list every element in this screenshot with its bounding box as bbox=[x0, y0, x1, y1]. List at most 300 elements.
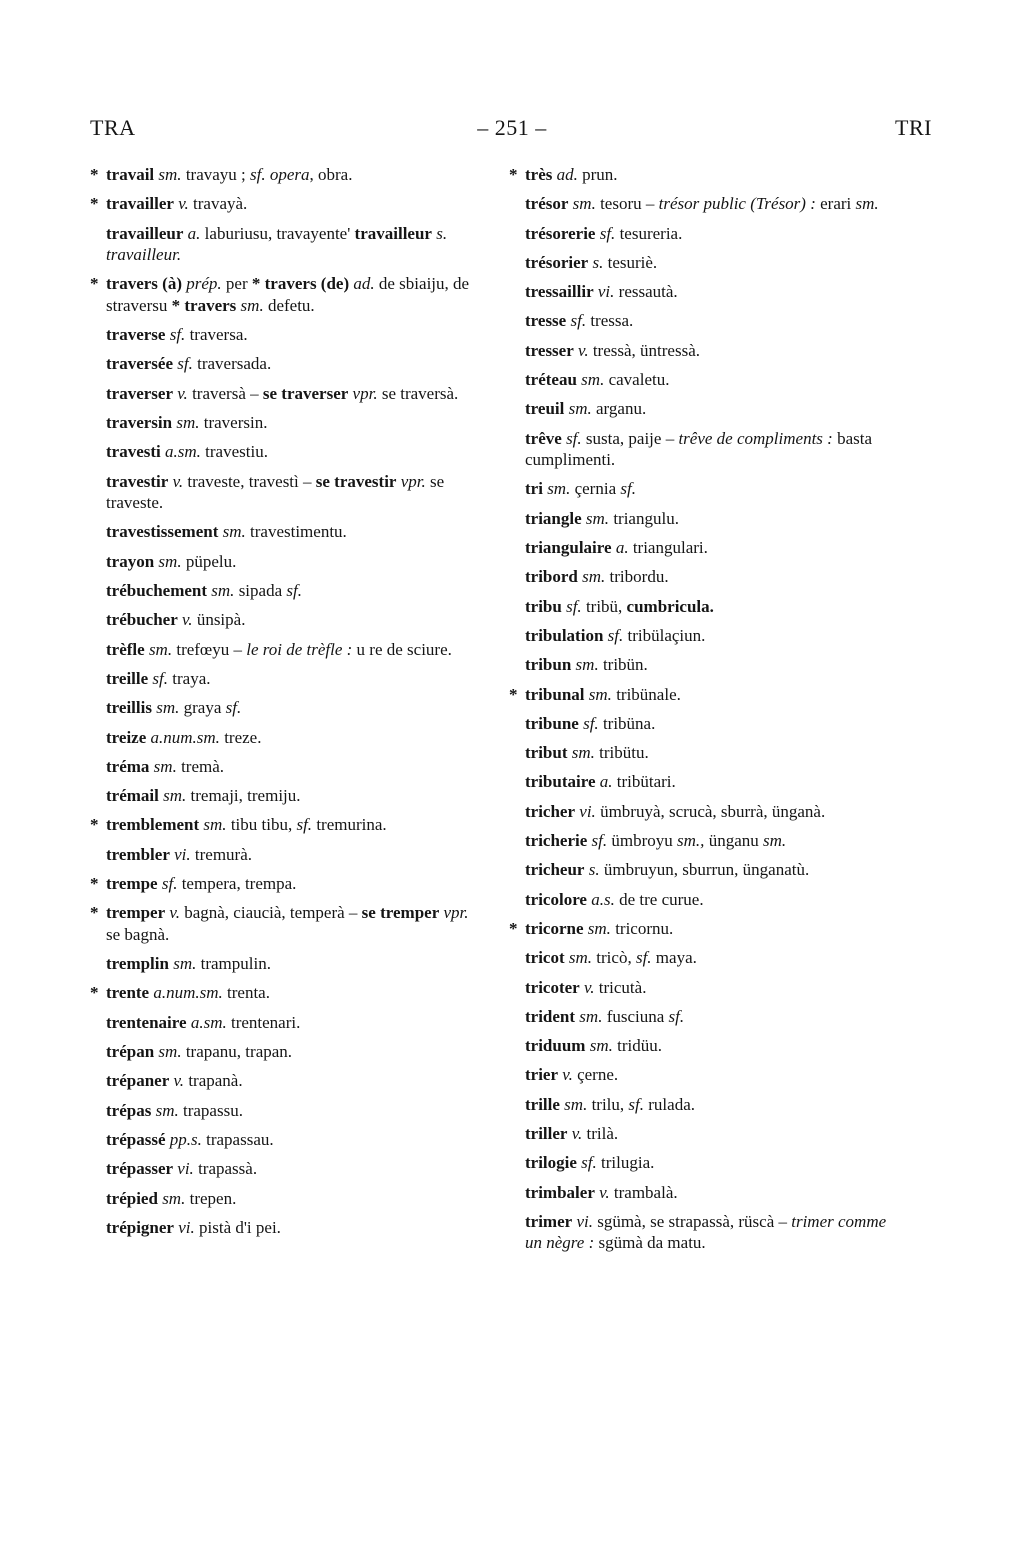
dictionary-entry bbox=[88, 164, 486, 186]
grammar-label: sf. bbox=[286, 581, 302, 601]
definition-text: çerne. bbox=[572, 1065, 619, 1085]
dictionary-entry bbox=[507, 1211, 905, 1254]
dictionary-entry bbox=[507, 398, 905, 420]
grammar-label: sf. opera bbox=[250, 165, 310, 184]
dictionary-entry bbox=[88, 902, 486, 945]
grammar-label: sm. bbox=[568, 948, 593, 968]
grammar-label: a.num.sm. bbox=[153, 983, 223, 1003]
dictionary-entry bbox=[507, 1035, 905, 1057]
grammar-label: ad. bbox=[353, 274, 375, 294]
grammar-label: sf. bbox=[169, 325, 186, 345]
grammar-label: sm. bbox=[581, 370, 605, 390]
headword: trèfle bbox=[106, 639, 145, 659]
grammar-label: trimer comme un nègre : bbox=[525, 1211, 887, 1253]
dictionary-entry bbox=[507, 223, 905, 245]
dictionary-entry bbox=[507, 1094, 905, 1116]
definition-text: tridüu. bbox=[612, 1036, 662, 1056]
entry-marker-asterisk: * bbox=[90, 983, 99, 1003]
headword: trente bbox=[106, 983, 150, 1003]
definition-text: tremà. bbox=[176, 756, 225, 776]
definition-text: traveste, travestì – bbox=[183, 471, 316, 491]
definition-text: tribütu. bbox=[594, 743, 649, 763]
headword: tribune bbox=[525, 713, 579, 733]
grammar-label: sm. bbox=[203, 815, 227, 835]
grammar-label: a. bbox=[615, 538, 629, 558]
dictionary-column-right bbox=[507, 164, 905, 1262]
dictionary-entry bbox=[88, 324, 486, 346]
definition-text: tressà, üntressà. bbox=[588, 340, 700, 360]
grammar-label: a.sm. bbox=[190, 1012, 227, 1032]
headword: treillis bbox=[106, 698, 152, 718]
definition-text: tempera, trempa. bbox=[177, 874, 297, 894]
headword: travestissement bbox=[106, 522, 219, 542]
dictionary-entry bbox=[507, 947, 905, 969]
headword: travailleur bbox=[354, 223, 432, 243]
grammar-label: ad. bbox=[556, 165, 578, 184]
definition-text: traya. bbox=[168, 668, 211, 688]
definition-text: se traveste. bbox=[106, 471, 445, 513]
grammar-label: s. bbox=[592, 252, 604, 272]
headword: trilogie bbox=[525, 1153, 577, 1173]
dictionary-entry bbox=[507, 977, 905, 999]
grammar-label: vpr. bbox=[400, 471, 426, 491]
grammar-label: trêve de compliments : bbox=[678, 428, 833, 448]
grammar-label: vpr. bbox=[443, 903, 469, 923]
grammar-label: sf. bbox=[152, 668, 169, 688]
definition-text: trentenari. bbox=[226, 1012, 301, 1032]
definition-text: trilugia. bbox=[596, 1153, 655, 1173]
grammar-label: le roi de trèfle : bbox=[246, 639, 353, 659]
dictionary-entry bbox=[88, 668, 486, 690]
grammar-label: vi. bbox=[576, 1211, 593, 1231]
headword: treuil bbox=[525, 399, 565, 419]
entry-marker-asterisk: * bbox=[509, 165, 518, 184]
grammar-label: sm. bbox=[575, 655, 599, 675]
definition-text: travayà. bbox=[188, 194, 248, 214]
grammar-label: a. bbox=[599, 772, 613, 792]
definition-text: per bbox=[221, 274, 252, 294]
dictionary-entry bbox=[507, 625, 905, 647]
definition-text: maya. bbox=[651, 948, 697, 968]
headword: tribord bbox=[525, 567, 578, 587]
definition-text: sgümà, se strapassà, rüscà – bbox=[592, 1211, 792, 1231]
definition-text: tribüna. bbox=[598, 713, 656, 733]
definition-text: trilu, bbox=[587, 1094, 629, 1114]
headword: trentenaire bbox=[106, 1012, 187, 1032]
dictionary-entry bbox=[507, 859, 905, 881]
definition-text: trilà. bbox=[582, 1124, 619, 1143]
definition-text: travestimentu. bbox=[245, 522, 347, 542]
grammar-label: sf. bbox=[161, 874, 178, 894]
dictionary-entry bbox=[88, 844, 486, 866]
headword: travestir bbox=[106, 471, 169, 491]
grammar-label: s. bbox=[588, 860, 600, 880]
definition-text: defetu. bbox=[263, 295, 315, 315]
definition-text: trapassu. bbox=[178, 1100, 243, 1120]
grammar-label: s. travailleur. bbox=[106, 223, 448, 265]
definition-text: tremaji, tremiju. bbox=[186, 786, 301, 806]
grammar-label: sm. bbox=[211, 581, 235, 601]
definition-text: laburiusu, travayente' bbox=[200, 223, 355, 243]
headword: se traverser bbox=[262, 383, 349, 403]
dictionary-entry bbox=[88, 1217, 486, 1239]
headword: traverser bbox=[106, 383, 174, 403]
page-number: – 251 – bbox=[477, 115, 547, 140]
dictionary-entry bbox=[88, 412, 486, 434]
dictionary-entry bbox=[507, 369, 905, 391]
definition-text: tribütari. bbox=[612, 772, 676, 792]
headword: traversin bbox=[106, 413, 173, 433]
definition-text: tricornu. bbox=[610, 918, 674, 938]
dictionary-entry bbox=[88, 273, 486, 316]
grammar-label: prép. bbox=[186, 274, 222, 294]
headword: tréma bbox=[106, 756, 150, 776]
headword: tresser bbox=[525, 340, 574, 360]
dictionary-entry bbox=[507, 742, 905, 764]
definition-text: ünganu bbox=[704, 831, 763, 851]
definition-text: prun. bbox=[577, 165, 618, 184]
definition-text: rulada. bbox=[644, 1094, 695, 1114]
dictionary-column-left bbox=[88, 164, 486, 1246]
headword: trayon bbox=[106, 551, 155, 571]
grammar-label: v. bbox=[182, 610, 193, 630]
headword: tricheur bbox=[525, 860, 585, 880]
definition-text: travayu ; bbox=[181, 165, 251, 184]
headword: tremblement bbox=[106, 815, 200, 835]
grammar-label: v. bbox=[599, 1182, 610, 1202]
headword: tricoter bbox=[525, 977, 580, 997]
grammar-label: sm. bbox=[222, 522, 246, 542]
grammar-label: a.num.sm. bbox=[150, 727, 220, 747]
grammar-label: sf. bbox=[296, 815, 313, 835]
dictionary-entry bbox=[88, 785, 486, 807]
dictionary-entry bbox=[88, 1012, 486, 1034]
dictionary-entry bbox=[507, 1006, 905, 1028]
headword: tri bbox=[525, 479, 543, 499]
grammar-label: sm. bbox=[156, 698, 180, 718]
definition-text: , obra. bbox=[309, 165, 353, 184]
dictionary-entry bbox=[507, 193, 905, 215]
definition-text: fusciuna bbox=[602, 1006, 669, 1026]
dictionary-entry bbox=[88, 639, 486, 661]
headword: trembler bbox=[106, 844, 170, 864]
dictionary-entry bbox=[88, 982, 486, 1004]
entry-marker-asterisk: * bbox=[90, 815, 99, 835]
definition-text: tricò, bbox=[592, 948, 636, 968]
headword: trident bbox=[525, 1006, 576, 1026]
headword: travailleur bbox=[106, 223, 184, 243]
headword: trimbaler bbox=[525, 1182, 595, 1202]
headword: se tremper bbox=[361, 903, 440, 923]
dictionary-entry bbox=[507, 1182, 905, 1204]
grammar-label: v. bbox=[583, 977, 595, 997]
definition-text: triangulari. bbox=[628, 538, 708, 558]
definition-text: traversà – bbox=[187, 383, 263, 403]
dictionary-entry bbox=[507, 566, 905, 588]
dictionary-entry bbox=[88, 953, 486, 975]
grammar-label: sf. bbox=[570, 311, 587, 331]
grammar-label: a. bbox=[187, 223, 201, 243]
headword: triduum bbox=[525, 1036, 586, 1056]
entry-marker-asterisk: * bbox=[90, 874, 99, 894]
grammar-label: v. bbox=[173, 1071, 185, 1091]
definition-text: ressautà. bbox=[614, 282, 678, 302]
headword: très bbox=[525, 165, 553, 184]
definition-text: de sbiaiju, de straversu bbox=[106, 274, 470, 315]
headword: trêve bbox=[525, 428, 562, 448]
grammar-label: trésor public (Trésor) : bbox=[658, 194, 816, 214]
dictionary-entry bbox=[507, 654, 905, 676]
headword: trésorier bbox=[525, 252, 589, 272]
definition-text: tribü, bbox=[581, 596, 627, 616]
grammar-label: sm. bbox=[158, 165, 182, 184]
headword: trépas bbox=[106, 1100, 152, 1120]
grammar-label: sf. bbox=[581, 1153, 597, 1173]
dictionary-entry bbox=[88, 383, 486, 405]
definition-text: ümbruyun, sburrun, ünganatù. bbox=[599, 860, 810, 880]
dictionary-entry bbox=[507, 1064, 905, 1086]
definition-text: trenta. bbox=[222, 983, 270, 1003]
dictionary-entry bbox=[88, 1100, 486, 1122]
grammar-label: sm. bbox=[572, 194, 596, 214]
definition-text: u re de sciure. bbox=[352, 639, 452, 659]
definition-text: trapassà. bbox=[193, 1159, 258, 1179]
definition-text: trefœyu – bbox=[172, 639, 247, 659]
headword: triller bbox=[525, 1124, 568, 1143]
dictionary-entry bbox=[507, 340, 905, 362]
definition-text: ümbroyu bbox=[607, 831, 678, 851]
headword: trésorerie bbox=[525, 223, 596, 243]
grammar-label: pp.s. bbox=[169, 1129, 202, 1149]
definition-text: cavaletu. bbox=[604, 370, 670, 390]
dictionary-entry bbox=[88, 580, 486, 602]
dictionary-entry bbox=[507, 918, 905, 940]
headword: triangle bbox=[525, 508, 582, 528]
dictionary-entry bbox=[507, 830, 905, 852]
grammar-label: vi. bbox=[174, 844, 191, 864]
grammar-label: v. bbox=[172, 471, 184, 491]
grammar-label: sm. bbox=[585, 508, 610, 528]
grammar-label: sm. bbox=[568, 399, 592, 419]
headword: * travers (de) bbox=[251, 274, 350, 294]
grammar-label: a.sm. bbox=[165, 442, 201, 462]
entry-marker-asterisk: * bbox=[90, 903, 99, 923]
dictionary-entry bbox=[88, 193, 486, 215]
dictionary-entry bbox=[88, 353, 486, 375]
headword: tribun bbox=[525, 655, 572, 675]
headword: trille bbox=[525, 1094, 560, 1114]
dictionary-entry bbox=[507, 1123, 905, 1145]
headword: tricher bbox=[525, 801, 576, 821]
grammar-label: sf. bbox=[599, 223, 616, 243]
grammar-label: sm., bbox=[677, 831, 705, 851]
grammar-label: sm. bbox=[158, 551, 182, 571]
definition-text: tribün. bbox=[598, 655, 648, 675]
definition-text: graya bbox=[179, 698, 226, 718]
grammar-label: vpr. bbox=[352, 383, 378, 403]
grammar-label: sf. bbox=[628, 1094, 645, 1114]
definition-text: arganu. bbox=[591, 399, 647, 419]
definition-text: çernia bbox=[570, 479, 621, 499]
grammar-label: v. bbox=[562, 1065, 573, 1085]
definition-text: sipada bbox=[234, 581, 287, 601]
headword: tremper bbox=[106, 903, 166, 923]
headword: trépasser bbox=[106, 1159, 174, 1179]
dictionary-entry bbox=[507, 508, 905, 530]
definition-text: trambalà. bbox=[609, 1182, 678, 1202]
headword: travers (à) bbox=[106, 274, 182, 294]
dictionary-entry bbox=[507, 684, 905, 706]
dictionary-entry bbox=[88, 1129, 486, 1151]
headword: tricot bbox=[525, 948, 565, 968]
dictionary-entry bbox=[88, 697, 486, 719]
definition-text: tesuriè. bbox=[603, 252, 658, 272]
grammar-label: sm. bbox=[589, 1036, 613, 1056]
grammar-label: v. bbox=[578, 340, 589, 360]
dictionary-entry bbox=[88, 441, 486, 463]
dictionary-entry bbox=[88, 1041, 486, 1063]
headword: * travers bbox=[171, 295, 237, 315]
definition-text: tribülaçiun. bbox=[623, 625, 706, 645]
definition-text: tremurà. bbox=[190, 844, 253, 864]
headword: trépan bbox=[106, 1042, 155, 1062]
definition-text: triangulu. bbox=[609, 508, 679, 528]
dictionary-entry bbox=[507, 164, 905, 186]
grammar-label: v. bbox=[177, 383, 188, 403]
definition-text: traversa. bbox=[185, 325, 248, 345]
grammar-label: sm. bbox=[571, 743, 595, 763]
definition-text: trapanu, trapan. bbox=[181, 1042, 293, 1062]
dictionary-entry bbox=[88, 814, 486, 836]
definition-text: püpelu. bbox=[181, 551, 237, 571]
definition-text: travestiu. bbox=[200, 442, 268, 462]
headword: tribunal bbox=[525, 684, 585, 704]
definition-text: sgümà da matu. bbox=[594, 1233, 706, 1253]
definition-text: pistà d'i pei. bbox=[194, 1217, 281, 1237]
grammar-label: sm. bbox=[588, 684, 612, 704]
entry-marker-asterisk: * bbox=[509, 684, 518, 704]
definition-text: basta cumplimenti. bbox=[525, 428, 873, 470]
definition-text: bagnà, ciaucià, temperà – bbox=[179, 903, 362, 923]
dictionary-entry bbox=[88, 471, 486, 514]
headword: tricorne bbox=[525, 918, 584, 938]
headword: cumbricula. bbox=[626, 596, 714, 616]
headword: tricolore bbox=[525, 889, 587, 909]
entry-marker-asterisk: * bbox=[90, 274, 99, 294]
headword: trempe bbox=[106, 874, 158, 894]
definition-text: susta, paije – bbox=[581, 428, 679, 448]
grammar-label: v. bbox=[571, 1124, 583, 1143]
grammar-label: sf. bbox=[668, 1006, 685, 1026]
grammar-label: vi. bbox=[177, 1159, 194, 1179]
headword: trépigner bbox=[106, 1217, 174, 1237]
headword: trépied bbox=[106, 1188, 158, 1208]
dictionary-entry bbox=[88, 551, 486, 573]
grammar-label: a.s. bbox=[591, 889, 615, 909]
headword: treille bbox=[106, 668, 149, 688]
dictionary-entry bbox=[88, 727, 486, 749]
definition-text: trapassau. bbox=[201, 1129, 274, 1149]
headword: trépassé bbox=[106, 1129, 166, 1149]
definition-text: treze. bbox=[219, 727, 262, 747]
headword: treize bbox=[106, 727, 147, 747]
definition-text: se bagnà. bbox=[106, 924, 170, 944]
dictionary-entry bbox=[507, 428, 905, 471]
headword: trépaner bbox=[106, 1071, 170, 1091]
headword: tribulation bbox=[525, 625, 604, 645]
grammar-label: sm. bbox=[855, 194, 879, 214]
dictionary-entry bbox=[88, 873, 486, 895]
grammar-label: sm. bbox=[176, 413, 200, 433]
headword: travailler bbox=[106, 194, 174, 214]
definition-text: erari bbox=[815, 194, 856, 214]
dictionary-entry bbox=[507, 281, 905, 303]
headword: triangulaire bbox=[525, 538, 612, 558]
dictionary-entry bbox=[507, 596, 905, 618]
dictionary-entry bbox=[507, 771, 905, 793]
headword: trébuchement bbox=[106, 581, 208, 601]
headword: travail bbox=[106, 165, 155, 184]
grammar-label: sf. bbox=[566, 596, 582, 616]
headword: trésor bbox=[525, 194, 569, 214]
headword: trimer bbox=[525, 1211, 573, 1231]
dictionary-entry bbox=[88, 609, 486, 631]
headword: travesti bbox=[106, 442, 161, 462]
headword: tremplin bbox=[106, 954, 169, 974]
headword: trébucher bbox=[106, 610, 178, 630]
definition-text: tremurina. bbox=[312, 815, 387, 835]
grammar-label: vi. bbox=[178, 1217, 195, 1237]
grammar-label: sm. bbox=[240, 295, 264, 315]
dictionary-entry bbox=[507, 252, 905, 274]
entry-marker-asterisk: * bbox=[509, 918, 518, 938]
dictionary-entry bbox=[507, 889, 905, 911]
dictionary-entry bbox=[507, 310, 905, 332]
grammar-label: sm. bbox=[163, 786, 187, 806]
headword: tribut bbox=[525, 743, 568, 763]
grammar-label: sm. bbox=[158, 1042, 182, 1062]
headword: trier bbox=[525, 1065, 559, 1085]
definition-text: se traversà. bbox=[377, 383, 459, 403]
grammar-label: sf. bbox=[583, 713, 599, 733]
dictionary-entry bbox=[88, 1188, 486, 1210]
headword: traversée bbox=[106, 354, 174, 374]
definition-text: ünsipà. bbox=[192, 610, 246, 630]
definition-text: traversin. bbox=[199, 413, 268, 433]
grammar-label: sm. bbox=[547, 479, 571, 499]
definition-text: trapanà. bbox=[184, 1071, 243, 1091]
grammar-label: sf. bbox=[566, 428, 582, 448]
entry-marker-asterisk: * bbox=[90, 165, 99, 184]
definition-text: tesureria. bbox=[615, 223, 683, 243]
definition-text: de tre curue. bbox=[614, 889, 704, 909]
grammar-label: vi. bbox=[597, 282, 615, 302]
headword: tricherie bbox=[525, 831, 588, 851]
definition-text: tribünale. bbox=[611, 684, 681, 704]
grammar-label: sm. bbox=[155, 1100, 179, 1120]
grammar-label: sm. bbox=[582, 567, 606, 587]
grammar-label: sm. bbox=[579, 1006, 603, 1026]
definition-text: trepen. bbox=[185, 1188, 237, 1208]
headword: tréteau bbox=[525, 370, 577, 390]
dictionary-entry bbox=[507, 801, 905, 823]
headword: se travestir bbox=[315, 471, 397, 491]
dictionary-entry bbox=[88, 521, 486, 543]
definition-text: tressa. bbox=[586, 311, 634, 331]
headword: traverse bbox=[106, 325, 166, 345]
grammar-label: sm. bbox=[148, 639, 173, 659]
grammar-label: sm. bbox=[762, 831, 787, 851]
